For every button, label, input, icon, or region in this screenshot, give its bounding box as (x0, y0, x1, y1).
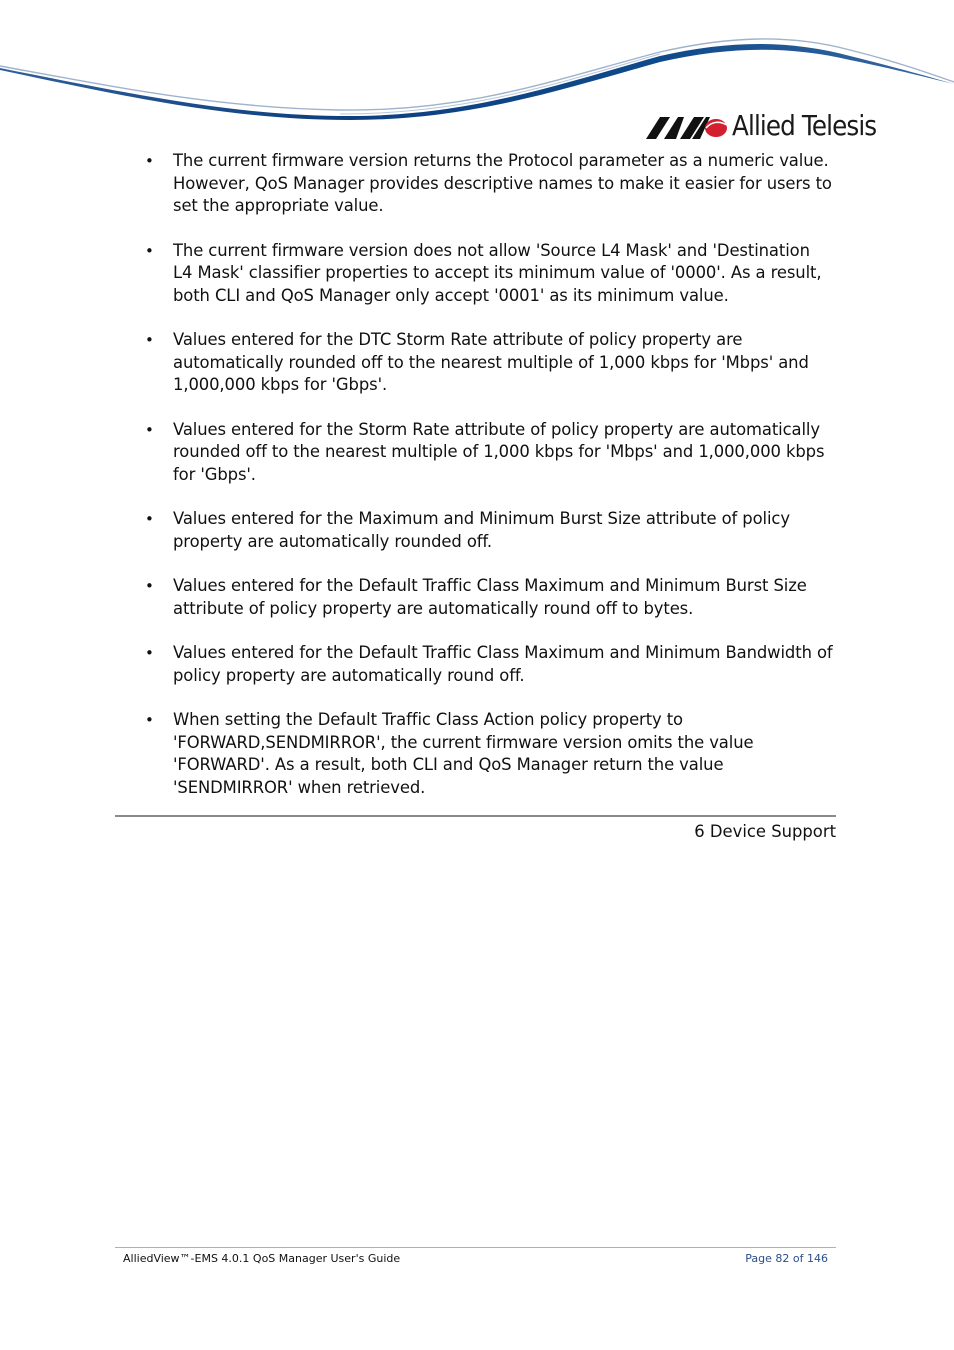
list-item-text: Values entered for the Default Traffic Class Maximum and Minimum Bandwidth of policy property are automatically round off. (173, 643, 833, 685)
list-item-text: The current firmware version returns the Protocol parameter as a numeric value. However, QoS Manager provides descriptive names to make it easier for users to set the appropriate value. (173, 151, 832, 215)
bullet-icon: • (145, 241, 154, 260)
section-divider (115, 815, 836, 817)
list-item (143, 709, 833, 799)
bullet-icon: • (145, 577, 154, 595)
bullet-icon: • (145, 331, 154, 349)
list-item (143, 419, 833, 487)
list-item-text: Values entered for the Storm Rate attribute of policy property are automatically rounded off to the nearest multiple of 1,000 kbps for 'Mbps' and 1,000,000 kbps for 'Gbps'. (173, 419, 825, 484)
list-item (143, 150, 833, 218)
footer-document-title: AlliedView™-EMS 4.0.1 QoS Manager User's Guide (123, 1252, 401, 1265)
release-notes-list (143, 150, 833, 821)
list-item-text: Values entered for the DTC Storm Rate attribute of policy property are automatically rounded off to the nearest multiple of 1,000 kbps for 'Mbps' and 1,000,000 kbps for 'Gbps'. (173, 330, 809, 394)
bullet-icon: • (145, 152, 154, 170)
bullet-icon: • (145, 420, 154, 439)
bullet-icon: • (145, 644, 154, 662)
list-item (143, 329, 833, 397)
list-item-text: Values entered for the Maximum and Minimum Burst Size attribute of policy property are automatically rounded off. (173, 509, 790, 551)
list-item-text: The current firmware version does not allow 'Source L4 Mask' and 'Destination L4 Mask' classifier properties to accept its minimum value of '0000'. As a result, both CLI and QoS Manager only accept '0001' as its minimum value. (173, 240, 822, 305)
footer-divider (115, 1247, 836, 1248)
list-item-text: Values entered for the Default Traffic Class Maximum and Minimum Burst Size attribute of policy property are automatically round off to bytes. (173, 576, 807, 618)
bullet-icon: • (145, 510, 154, 528)
list-item (143, 508, 833, 553)
allied-telesis-logo (646, 108, 896, 144)
list-item (143, 240, 833, 308)
section-label: 6 Device Support (694, 822, 836, 841)
list-item-text: When setting the Default Traffic Class Action policy property to 'FORWARD,SENDMIRROR', the current firmware version omits the value 'FORWARD'. As a result, both CLI and QoS Manager return the value 'SENDMIRROR' when retrieved. (173, 710, 754, 797)
allied-telesis-logo-mark-icon (646, 111, 728, 141)
list-item (143, 642, 833, 687)
list-item (143, 575, 833, 620)
footer-page-number: Page 82 of 146 (745, 1252, 828, 1265)
bullet-icon: • (145, 711, 154, 729)
logo-wordmark: Allied Telesis (732, 109, 877, 142)
